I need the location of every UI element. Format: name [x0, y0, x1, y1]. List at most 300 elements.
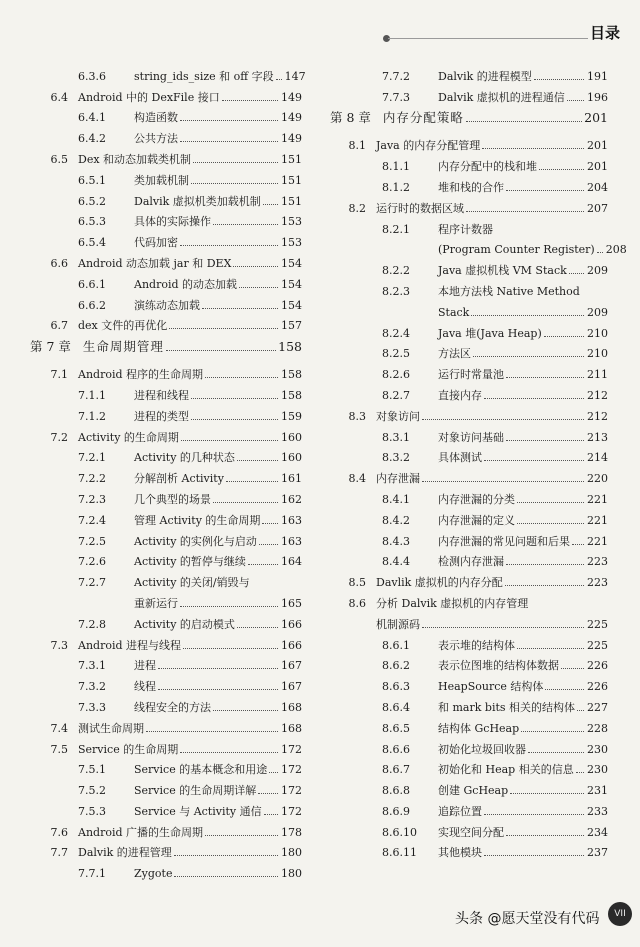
- toc-entry-number: 7.3.3: [78, 700, 106, 714]
- toc-entry: [330, 256, 608, 277]
- toc-dot-leader: [484, 814, 584, 815]
- toc-dot-leader: [233, 266, 278, 267]
- toc-entry-title: 表示堆的结构体: [438, 638, 515, 652]
- toc-dot-leader: [572, 544, 584, 545]
- toc-dot-leader: [577, 710, 584, 711]
- toc-dot-leader: [569, 273, 584, 274]
- toc-entry-number: 8.4: [348, 472, 366, 486]
- toc-entry-page: 153: [281, 215, 302, 229]
- toc-entry-title: 内存泄漏的分类: [438, 492, 515, 506]
- toc-entry-number: 8.6.11: [382, 846, 417, 860]
- toc-entry-page: 204: [587, 180, 608, 194]
- toc-entry-page: 214: [587, 451, 608, 465]
- toc-dot-leader: [484, 855, 584, 856]
- toc-entry: [330, 652, 608, 673]
- toc-entry-page: 168: [281, 721, 302, 735]
- toc-entry: [30, 145, 302, 166]
- toc-dot-leader: [158, 689, 278, 690]
- toc-entry-title: Dex 和动态加载类机制: [78, 152, 192, 166]
- toc-entry: [30, 527, 302, 548]
- toc-dot-leader: [422, 481, 584, 482]
- toc-entry-number: 8.2: [348, 201, 366, 215]
- toc-entry-page: 225: [587, 617, 608, 631]
- toc-entry-page: 221: [587, 513, 608, 527]
- toc-entry-title: Activity 的生命周期: [78, 430, 179, 444]
- toc-entry-number: 8.3: [348, 409, 366, 423]
- toc-entry-page: 196: [587, 90, 608, 104]
- toc-entry-number: 6.5.3: [78, 215, 106, 229]
- toc-entry-number: 7.2.8: [78, 617, 106, 631]
- toc-entry-title: Java 的内存分配管理: [376, 139, 481, 153]
- toc-entry-number: 8.6.9: [382, 804, 410, 818]
- toc-entry-page: 210: [587, 347, 608, 361]
- toc-entry-number: 7.1.1: [78, 388, 106, 402]
- toc-entry-page: 149: [281, 111, 302, 125]
- toc-entry-page: 151: [281, 194, 302, 208]
- toc-entry-page: 168: [281, 700, 302, 714]
- watermark-text: 头条 @愿天堂没有代码: [455, 911, 600, 927]
- toc-entry-title: 分析 Dalvik 虚拟机的内存管理: [376, 596, 529, 610]
- toc-entry-number: 7.5.3: [78, 804, 106, 818]
- toc-entry-title: Java 堆(Java Heap): [438, 326, 542, 340]
- toc-dot-leader: [146, 731, 278, 732]
- toc-entry-page: 201: [587, 160, 608, 174]
- toc-entry-title: Dalvik 虚拟机的进程通信: [438, 90, 565, 104]
- toc-entry: [330, 444, 608, 465]
- toc-entry-page: 166: [281, 617, 302, 631]
- toc-entry-number: 7.7: [50, 846, 68, 860]
- header-rule: [388, 38, 588, 39]
- toc-entry: [330, 464, 608, 485]
- toc-entry: [330, 818, 608, 839]
- toc-dot-leader: [544, 336, 584, 337]
- toc-entry-title: 程序计数器: [438, 222, 493, 236]
- toc-entry-title: 构造函数: [134, 111, 178, 125]
- toc-dot-leader: [222, 100, 278, 101]
- toc-entry-page: 158: [281, 388, 302, 402]
- toc-entry-title: 内存泄漏: [376, 472, 420, 486]
- toc-entry-title: 和 mark bits 相关的结构体: [438, 700, 576, 714]
- toc-entry-page: 230: [587, 763, 608, 777]
- toc-entry-title: 代码加密: [134, 236, 178, 250]
- toc-entry-number: 6.3.6: [78, 69, 106, 83]
- toc-entry-page: 226: [587, 680, 608, 694]
- toc-entry-number: 7.1: [50, 368, 68, 382]
- toc-entry-title: Activity 的关闭/销毁与: [134, 576, 250, 590]
- toc-entry: [30, 83, 302, 104]
- toc-entry-number: 7.2.6: [78, 555, 106, 569]
- toc-entry: [30, 381, 302, 402]
- toc-entry-page: 227: [587, 700, 608, 714]
- toc-entry: [30, 735, 302, 756]
- toc-entry-page: 172: [281, 784, 302, 798]
- toc-entry-title: 线程: [134, 680, 156, 694]
- toc-entry-page: 201: [587, 139, 608, 153]
- toc-entry: [30, 693, 302, 714]
- toc-entry-page: 163: [281, 513, 302, 527]
- toc-entry-number: 7.1.2: [78, 409, 106, 423]
- toc-dot-leader: [191, 398, 278, 399]
- toc-entry-page: 213: [587, 430, 608, 444]
- toc-entry-number: 7.5.2: [78, 784, 106, 798]
- toc-dot-leader: [239, 287, 278, 288]
- toc-dot-leader: [505, 585, 584, 586]
- toc-dot-leader: [166, 350, 276, 351]
- toc-entry-page: 233: [587, 804, 608, 818]
- toc-entry: [30, 62, 306, 83]
- toc-dot-leader: [213, 710, 278, 711]
- toc-dot-leader: [205, 835, 278, 836]
- toc-entry-number: 8.2.7: [382, 388, 410, 402]
- toc-entry-title: 管理 Activity 的生命周期: [134, 513, 261, 527]
- toc-entry-number: 8.6.5: [382, 721, 410, 735]
- toc-dot-leader: [180, 606, 278, 607]
- toc-entry-title: Dalvik 的进程模型: [438, 69, 532, 83]
- toc-entry: [30, 859, 302, 880]
- toc-entry-title: Java 虚拟机栈 VM Stack: [438, 264, 567, 278]
- toc-entry-title: Android 进程与线程: [78, 638, 182, 652]
- toc-dot-leader: [422, 419, 584, 420]
- toc-entry: [30, 228, 302, 249]
- toc-entry: [330, 797, 608, 818]
- toc-entry-number: 8.4.4: [382, 555, 410, 569]
- toc-entry: [330, 693, 608, 714]
- toc-entry-title: Android 广播的生命周期: [78, 825, 204, 839]
- toc-entry-page: 210: [587, 326, 608, 340]
- toc-entry-number: 6.6.2: [78, 298, 106, 312]
- toc-entry-number: 7.2: [50, 430, 68, 444]
- toc-entry-number: 8.6.2: [382, 659, 410, 673]
- toc-entry-title: Stack: [438, 305, 470, 319]
- toc-entry-title: (Program Counter Register): [438, 243, 595, 257]
- toc-entry-page: 208: [605, 243, 627, 257]
- toc-entry-title: 对象访问基础: [438, 430, 504, 444]
- toc-entry: [330, 132, 608, 153]
- toc-dot-leader: [466, 121, 582, 122]
- toc-entry-page: 149: [281, 132, 302, 146]
- toc-entry-page: 237: [587, 846, 608, 860]
- toc-dot-leader: [205, 377, 278, 378]
- toc-entry-title: Android 动态加载 jar 和 DEX: [78, 256, 232, 270]
- toc-entry-page: 167: [281, 659, 302, 673]
- toc-entry-page: 180: [281, 867, 302, 881]
- toc-entry: [30, 485, 302, 506]
- toc-entry-title: 进程: [134, 659, 156, 673]
- toc-dot-leader: [534, 79, 584, 80]
- toc-entry: [330, 485, 608, 506]
- toc-dot-leader: [521, 731, 584, 732]
- toc-entry-title: Dalvik 虚拟机类加载机制: [134, 194, 261, 208]
- toc-entry-number: 8.1: [348, 139, 366, 153]
- toc-entry-page: 154: [281, 298, 302, 312]
- toc-entry: [330, 298, 608, 319]
- toc-entry: [330, 277, 608, 298]
- toc-dot-leader: [506, 190, 584, 191]
- toc-entry: [330, 672, 608, 693]
- toc-entry-number: 8.4.3: [382, 534, 410, 548]
- toc-dot-leader: [180, 120, 278, 121]
- toc-entry-title: Activity 的实例化与启动: [134, 534, 257, 548]
- toc-entry-title: 内存分配策略: [382, 110, 464, 126]
- toc-entry-page: 160: [281, 430, 302, 444]
- toc-entry: [30, 631, 302, 652]
- toc-entry: [30, 104, 302, 125]
- toc-entry: [30, 652, 302, 673]
- toc-entry: [330, 215, 608, 236]
- toc-dot-leader: [248, 564, 278, 565]
- toc-entry-page: 209: [587, 305, 608, 319]
- toc-entry-title: Android 的动态加载: [134, 277, 238, 291]
- toc-entry-title: Android 中的 DexFile 接口: [78, 90, 220, 104]
- toc-entry-title: 几个典型的场景: [134, 492, 211, 506]
- toc-entry-page: 157: [281, 319, 302, 333]
- toc-entry: [330, 319, 608, 340]
- toc-entry: [330, 194, 608, 215]
- toc-entry-title: Service 与 Activity 通信: [134, 804, 262, 818]
- toc-entry: [30, 270, 302, 291]
- toc-entry-title: 演练动态加载: [134, 298, 200, 312]
- toc-dot-leader: [174, 855, 278, 856]
- toc-entry-number: 8.1.1: [382, 160, 410, 174]
- toc-entry-page: 158: [278, 338, 302, 354]
- toc-chapter-entry: [330, 104, 608, 132]
- toc-entry-page: 154: [281, 256, 302, 270]
- toc-entry-number: 8.2.6: [382, 368, 410, 382]
- toc-entry-page: 180: [281, 846, 302, 860]
- toc-entry: [330, 381, 608, 402]
- toc-entry: [30, 166, 302, 187]
- toc-entry: [330, 839, 608, 860]
- toc-dot-leader: [539, 169, 584, 170]
- toc-entry-page: 172: [281, 742, 302, 756]
- toc-entry-title: 进程和线程: [134, 388, 189, 402]
- toc-dot-leader: [473, 356, 584, 357]
- toc-dot-leader: [237, 460, 278, 461]
- toc-chapter-entry: [30, 332, 302, 360]
- toc-entry-title: 对象访问: [376, 409, 420, 423]
- toc-entry: [30, 249, 302, 270]
- toc-entry: [30, 187, 302, 208]
- toc-entry: [330, 236, 627, 257]
- toc-entry-page: 166: [281, 638, 302, 652]
- toc-entry-number: 7.3: [50, 638, 68, 652]
- toc-dot-leader: [471, 315, 584, 316]
- page-number-badge: VII: [608, 902, 632, 926]
- toc-entry-page: 153: [281, 236, 302, 250]
- toc-entry-title: dex 文件的再优化: [78, 319, 168, 333]
- toc-entry-title: 生命周期管理: [82, 338, 164, 354]
- toc-entry-title: 重新运行: [134, 596, 178, 610]
- toc-entry-title: 具体的实际操作: [134, 215, 211, 229]
- toc-entry-title: 公共方法: [134, 132, 178, 146]
- toc-entry-page: 161: [281, 472, 302, 486]
- toc-entry: [30, 818, 302, 839]
- toc-entry-number: 8.4.1: [382, 492, 410, 506]
- toc-entry-title: 内存泄漏的常见问题和后果: [438, 534, 570, 548]
- toc-entry-title: Service 的基本概念和用途: [134, 763, 268, 777]
- toc-entry-title: 其他模块: [438, 846, 482, 860]
- toc-entry-title: 内存分配中的栈和堆: [438, 160, 537, 174]
- toc-entry-page: 160: [281, 451, 302, 465]
- toc-entry: [330, 631, 608, 652]
- toc-entry-number: 8.1.2: [382, 180, 410, 194]
- toc-dot-leader: [576, 772, 584, 773]
- toc-entry: [330, 735, 608, 756]
- toc-entry: [330, 714, 608, 735]
- toc-entry-title: 测试生命周期: [78, 721, 144, 735]
- toc-dot-leader: [528, 752, 584, 753]
- toc-dot-leader: [466, 211, 584, 212]
- toc-entry-number: 8.2.1: [382, 222, 410, 236]
- toc-entry-title: Activity 的几种状态: [134, 451, 235, 465]
- toc-entry-number: 6.5: [50, 152, 68, 166]
- toc-entry-title: 创建 GcHeap: [438, 784, 509, 798]
- toc-entry-number: 7.7.3: [382, 90, 410, 104]
- toc-entry: [30, 568, 302, 589]
- toc-entry-number: 7.2.1: [78, 451, 106, 465]
- toc-entry: [30, 610, 302, 631]
- toc-entry-page: 223: [587, 555, 608, 569]
- toc-entry-title: Zygote: [134, 867, 173, 881]
- toc-entry-number: 7.6: [50, 825, 68, 839]
- toc-entry-number: 6.4: [50, 90, 68, 104]
- toc-entry: [30, 756, 302, 777]
- toc-entry-number: 6.4.2: [78, 132, 106, 146]
- toc-entry-page: 172: [281, 763, 302, 777]
- toc-entry-title: 堆和栈的合作: [438, 180, 504, 194]
- toc-dot-leader: [517, 523, 584, 524]
- toc-entry-page: 191: [587, 69, 608, 83]
- toc-entry-page: 223: [587, 576, 608, 590]
- toc-entry-page: 149: [281, 90, 302, 104]
- toc-entry-page: 164: [281, 555, 302, 569]
- toc-entry-title: Dalvik 的进程管理: [78, 846, 172, 860]
- toc-entry-title: Service 的生命周期详解: [134, 784, 257, 798]
- toc-entry: [30, 208, 302, 229]
- toc-entry: [330, 423, 608, 444]
- toc-dot-leader: [213, 224, 278, 225]
- toc-entry: [330, 610, 608, 631]
- toc-entry: [30, 589, 302, 610]
- toc-entry-title: 进程的类型: [134, 409, 189, 423]
- toc-entry-number: 6.6: [50, 256, 68, 270]
- toc-dot-leader: [517, 648, 584, 649]
- toc-entry: [30, 464, 302, 485]
- toc-entry-number: 6.6.1: [78, 277, 106, 291]
- toc-entry-page: 225: [587, 638, 608, 652]
- toc-entry: [30, 797, 302, 818]
- toc-entry-page: 162: [281, 492, 302, 506]
- toc-entry: [330, 152, 608, 173]
- toc-entry-title: 内存泄漏的定义: [438, 513, 515, 527]
- toc-entry-title: Davlik 虚拟机的内存分配: [376, 576, 503, 590]
- toc-dot-leader: [510, 793, 584, 794]
- toc-entry-page: 221: [587, 534, 608, 548]
- toc-entry-number: 7.2.3: [78, 492, 106, 506]
- toc-entry-page: 220: [587, 472, 608, 486]
- toc-entry-title: 初始化垃圾回收器: [438, 742, 526, 756]
- toc-dot-leader: [174, 876, 278, 877]
- toc-entry-page: 212: [587, 409, 608, 423]
- toc-entry: [30, 714, 302, 735]
- toc-dot-leader: [484, 398, 584, 399]
- toc-dot-leader: [226, 481, 278, 482]
- toc-entry-page: 165: [281, 596, 302, 610]
- toc-entry: [30, 291, 302, 312]
- toc-entry: [330, 756, 608, 777]
- toc-dot-leader: [169, 328, 278, 329]
- toc-entry-number: 8.6.7: [382, 763, 410, 777]
- toc-dot-leader: [561, 668, 584, 669]
- toc-entry-page: 209: [587, 264, 608, 278]
- toc-entry-number: 7.3.1: [78, 659, 106, 673]
- toc-dot-leader: [180, 752, 278, 753]
- toc-entry: [30, 672, 302, 693]
- toc-dot-leader: [180, 141, 278, 142]
- toc-entry: [330, 360, 608, 381]
- toc-entry: [330, 83, 608, 104]
- toc-entry-page: 221: [587, 492, 608, 506]
- toc-entry: [330, 173, 608, 194]
- toc-entry-title: Activity 的暂停与继续: [134, 555, 246, 569]
- toc-entry-page: 178: [281, 825, 302, 839]
- toc-entry-number: 8.6: [348, 596, 366, 610]
- toc-dot-leader: [237, 627, 278, 628]
- toc-entry-title: 表示位图堆的结构体数据: [438, 659, 559, 673]
- toc-entry-page: 147: [284, 69, 306, 83]
- toc-entry: [30, 360, 302, 381]
- toc-entry-page: 231: [587, 784, 608, 798]
- toc-dot-leader: [517, 502, 584, 503]
- toc-entry-page: 207: [587, 201, 608, 215]
- toc-dot-leader: [193, 162, 278, 163]
- toc-entry-number: 6.4.1: [78, 111, 106, 125]
- toc-dot-leader: [183, 648, 278, 649]
- toc-entry-number: 7.2.7: [78, 576, 106, 590]
- toc-entry-title: Service 的生命周期: [78, 742, 179, 756]
- toc-entry: [330, 506, 608, 527]
- toc-dot-leader: [259, 544, 278, 545]
- toc-entry: [30, 423, 302, 444]
- toc-entry-title: 具体测试: [438, 451, 482, 465]
- toc-entry-number: 7.4: [50, 721, 68, 735]
- toc-entry-title: 分解剖析 Activity: [134, 472, 224, 486]
- toc-entry-number: 8.6.10: [382, 825, 417, 839]
- toc-entry-title: Android 程序的生命周期: [78, 368, 204, 382]
- toc-entry-title: HeapSource 结构体: [438, 680, 544, 694]
- toc-entry-number: 7.2.5: [78, 534, 106, 548]
- toc-entry-title: 本地方法栈 Native Method: [438, 284, 580, 298]
- toc-entry-title: 检测内存泄漏: [438, 555, 504, 569]
- toc-entry-number: 第 8 章: [330, 110, 371, 126]
- toc-entry-title: 实现空间分配: [438, 825, 504, 839]
- toc-entry: [30, 776, 302, 797]
- toc-entry-number: 8.2.2: [382, 264, 410, 278]
- toc-entry-page: 159: [281, 409, 302, 423]
- toc-entry-title: 初始化和 Heap 相关的信息: [438, 763, 574, 777]
- toc-entry-title: 追踪位置: [438, 804, 482, 818]
- toc-dot-leader: [422, 627, 584, 628]
- toc-entry: [330, 402, 608, 423]
- toc-dot-leader: [264, 814, 278, 815]
- toc-entry-page: 154: [281, 277, 302, 291]
- toc-dot-leader: [158, 668, 278, 669]
- toc-entry-page: 230: [587, 742, 608, 756]
- toc-entry-number: 6.7: [50, 319, 68, 333]
- toc-entry-number: 8.5: [348, 576, 366, 590]
- toc-dot-leader: [567, 100, 584, 101]
- page-title: 目录: [589, 24, 620, 42]
